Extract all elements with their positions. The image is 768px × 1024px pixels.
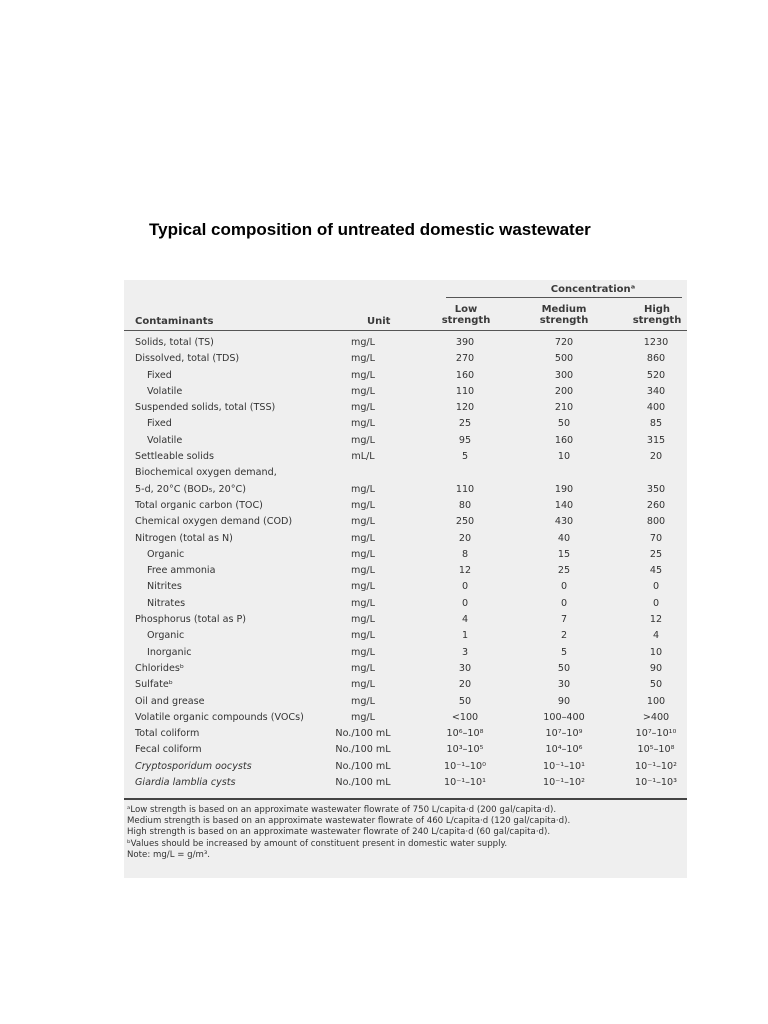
contaminant-cell: Giardia lamblia cysts	[135, 777, 236, 789]
unit-cell: No./100 mL	[335, 760, 391, 772]
high-strength-cell: 260	[646, 499, 666, 511]
contaminant-cell: Volatile	[147, 434, 183, 446]
contaminant-cell: Total coliform	[135, 728, 200, 740]
unit-cell: mg/L	[350, 337, 375, 348]
table-row	[124, 498, 687, 514]
medium-strength-cell: 2	[560, 630, 568, 642]
high-strength-cell: 10	[649, 646, 663, 658]
contaminant-cell: Oil and grease	[135, 695, 205, 707]
contaminant-cell: Organic	[147, 630, 185, 642]
contaminant-cell: Nitrogen (total as N)	[135, 532, 233, 544]
table-row	[124, 661, 687, 677]
contaminant-cell: Solids, total (TS)	[135, 337, 214, 348]
unit-cell: mg/L	[350, 418, 375, 430]
high-strength-cell: 860	[646, 353, 666, 365]
high-strength-cell: 0	[652, 581, 660, 593]
contaminant-cell: Phosphorus (total as P)	[135, 614, 247, 626]
unit-cell: mg/L	[350, 434, 375, 446]
unit-cell: No./100 mL	[335, 744, 391, 756]
high-strength-cell: 100	[646, 695, 666, 707]
high-strength-cell: 25	[649, 548, 663, 560]
table-row	[124, 579, 687, 595]
medium-strength-cell: 40	[557, 532, 571, 544]
unit-cell: mg/L	[350, 565, 375, 577]
low-strength-cell: 120	[455, 402, 475, 414]
low-strength-cell: 250	[455, 516, 475, 528]
unit-cell: mg/L	[350, 402, 375, 414]
low-strength-cell: 0	[461, 581, 469, 593]
contaminant-cell: Fixed	[147, 369, 172, 381]
medium-strength-cell: 200	[554, 385, 574, 397]
low-strength-cell: 10⁶–10⁸	[446, 728, 484, 740]
contaminant-cell: Nitrites	[147, 581, 182, 593]
table-bottom-rule	[124, 798, 687, 800]
high-strength-cell: 800	[646, 516, 666, 528]
high-strength-cell: 10⁷–10¹⁰	[635, 728, 677, 740]
low-strength-cell: 30	[458, 662, 472, 674]
table-row	[124, 726, 687, 742]
unit-cell: mL/L	[351, 451, 375, 463]
low-strength-cell: 95	[458, 434, 472, 446]
medium-strength-cell: 30	[557, 679, 571, 691]
unit-cell: mg/L	[350, 385, 375, 397]
medium-strength-cell: 140	[554, 499, 574, 511]
medium-strength-cell: 10⁻¹–10²	[543, 777, 585, 789]
medium-strength-cell: 500	[554, 353, 574, 365]
medium-strength-cell: 50	[557, 418, 571, 430]
contaminant-cell: Total organic carbon (TOC)	[135, 499, 263, 511]
contaminant-cell: Biochemical oxygen demand,	[135, 467, 277, 479]
contaminant-cell: Volatile	[147, 385, 183, 397]
low-strength-header	[421, 304, 511, 326]
high-strength-header	[612, 304, 687, 326]
low-strength-cell: 80	[458, 499, 472, 511]
low-strength-cell: 10³–10⁵	[446, 744, 484, 756]
high-strength-cell: 4	[652, 630, 660, 642]
medium-strength-cell: 10⁻¹–10¹	[543, 760, 585, 772]
unit-cell: mg/L	[350, 646, 375, 658]
table-row	[124, 596, 687, 612]
header-rule	[124, 330, 687, 331]
unit-cell: mg/L	[350, 630, 375, 642]
contaminant-cell: Free ammonia	[147, 565, 216, 577]
low-header-line1: Low	[454, 304, 478, 315]
footnote: Note: mg/L = g/m³.	[127, 849, 211, 860]
unit-cell: mg/L	[350, 499, 375, 511]
high-strength-cell: >400	[642, 711, 670, 723]
unit-cell: mg/L	[350, 711, 375, 723]
high-strength-cell: 12	[649, 614, 663, 626]
unit-cell: mg/L	[350, 662, 375, 674]
high-strength-cell: 400	[646, 402, 666, 414]
medium-strength-cell: 100–400	[543, 711, 585, 723]
low-strength-cell: 3	[461, 646, 469, 658]
low-strength-cell: 10⁻¹–10⁰	[444, 760, 486, 772]
table-row	[124, 645, 687, 661]
table-row	[124, 449, 687, 465]
medium-strength-cell: 720	[554, 337, 574, 348]
table-row	[124, 531, 687, 547]
medium-strength-cell: 10⁴–10⁶	[545, 744, 583, 756]
unit-cell: mg/L	[350, 353, 375, 365]
high-strength-cell: 10⁻¹–10³	[635, 777, 677, 789]
low-strength-cell: 25	[458, 418, 472, 430]
table-body	[124, 335, 687, 791]
page-title: Typical composition of untreated domestic wastewater	[149, 220, 591, 239]
medium-strength-cell: 430	[554, 516, 574, 528]
footnote: ᵇValues should be increased by amount of constituent present in domestic water supply.	[127, 838, 508, 849]
contaminant-cell: Suspended solids, total (TSS)	[135, 402, 276, 414]
unit-cell: mg/L	[350, 369, 375, 381]
high-strength-cell: 45	[649, 565, 663, 577]
high-strength-cell: 50	[649, 679, 663, 691]
medium-strength-cell: 0	[560, 597, 568, 609]
table-row	[124, 384, 687, 400]
high-strength-cell: 10⁻¹–10²	[635, 760, 677, 772]
table-row	[124, 514, 687, 530]
contaminant-cell: Chemical oxygen demand (COD)	[135, 516, 293, 528]
medium-strength-cell: 160	[554, 434, 574, 446]
contaminant-cell: Organic	[147, 548, 185, 560]
contaminant-cell: Volatile organic compounds (VOCs)	[135, 711, 304, 723]
contaminants-header: Contaminants	[135, 316, 214, 327]
high-header-line2: strength	[632, 315, 682, 326]
contaminant-cell: Dissolved, total (TDS)	[135, 353, 240, 365]
footnote: ᵃLow strength is based on an approximate wastewater flowrate of 750 L/capita·d (200 gal/capita·d).	[127, 805, 557, 815]
unit-cell: mg/L	[350, 581, 375, 593]
unit-cell: No./100 mL	[335, 728, 391, 740]
table-row	[124, 547, 687, 563]
high-strength-cell: 1230	[643, 337, 669, 348]
contaminant-cell: 5-d, 20°C (BOD₅, 20°C)	[135, 483, 246, 495]
medium-strength-cell: 0	[560, 581, 568, 593]
medium-strength-cell: 25	[557, 565, 571, 577]
medium-strength-cell: 190	[554, 483, 574, 495]
medium-strength-cell: 300	[554, 369, 574, 381]
medium-header-line1: Medium	[541, 304, 587, 315]
high-strength-cell: 350	[646, 483, 666, 495]
unit-cell: mg/L	[350, 679, 375, 691]
low-header-line2: strength	[441, 315, 491, 326]
low-strength-cell: 5	[461, 451, 469, 463]
low-strength-cell: 1	[461, 630, 469, 642]
table-row	[124, 433, 687, 449]
medium-strength-cell: 210	[554, 402, 574, 414]
high-strength-cell: 20	[649, 451, 663, 463]
unit-cell: mg/L	[350, 548, 375, 560]
medium-header-line2: strength	[539, 315, 589, 326]
table-row	[124, 759, 687, 775]
unit-cell: mg/L	[350, 532, 375, 544]
table-row	[124, 710, 687, 726]
low-strength-cell: 0	[461, 597, 469, 609]
unit-cell: mg/L	[350, 516, 375, 528]
high-strength-cell: 340	[646, 385, 666, 397]
medium-strength-cell: 15	[557, 548, 571, 560]
contaminant-cell: Fecal coliform	[135, 744, 202, 756]
medium-strength-header	[519, 304, 609, 326]
table-row	[124, 563, 687, 579]
medium-strength-cell: 7	[560, 614, 568, 626]
table-row	[124, 694, 687, 710]
contaminant-cell: Sulfateᵇ	[135, 679, 173, 691]
contaminant-cell: Settleable solids	[135, 451, 214, 463]
high-strength-cell: 315	[646, 434, 666, 446]
high-header-line1: High	[643, 304, 671, 315]
unit-header: Unit	[367, 316, 391, 327]
unit-cell: mg/L	[350, 695, 375, 707]
low-strength-cell: 8	[461, 548, 469, 560]
contaminant-cell: Inorganic	[147, 646, 192, 658]
low-strength-cell: 110	[455, 385, 475, 397]
contaminant-cell: Fixed	[147, 418, 172, 430]
unit-cell: mg/L	[350, 614, 375, 626]
medium-strength-cell: 10⁷–10⁹	[545, 728, 583, 740]
high-strength-cell: 85	[649, 418, 663, 430]
low-strength-cell: 390	[455, 337, 475, 348]
table-row	[124, 482, 687, 498]
footnote: Medium strength is based on an approximate wastewater flowrate of 460 L/capita·d (120 gal/capita·d).	[127, 816, 571, 827]
high-strength-cell: 10⁵–10⁸	[637, 744, 675, 756]
table-row	[124, 335, 687, 351]
table-row	[124, 612, 687, 628]
low-strength-cell: 110	[455, 483, 475, 495]
unit-cell: No./100 mL	[335, 777, 391, 789]
medium-strength-cell: 5	[560, 646, 568, 658]
table-row	[124, 400, 687, 416]
contaminant-cell: Chloridesᵇ	[135, 662, 185, 674]
low-strength-cell: 12	[458, 565, 472, 577]
high-strength-cell: 520	[646, 369, 666, 381]
footnotes	[127, 805, 570, 861]
high-strength-cell: 70	[649, 532, 663, 544]
table-row	[124, 416, 687, 432]
low-strength-cell: 4	[461, 614, 469, 626]
contaminant-cell: Nitrates	[147, 597, 186, 609]
concentration-header: Concentrationᵃ	[550, 284, 636, 295]
table-row	[124, 775, 687, 791]
low-strength-cell: 10⁻¹–10¹	[444, 777, 486, 789]
table-row	[124, 677, 687, 693]
unit-cell: mg/L	[350, 597, 375, 609]
medium-strength-cell: 10	[557, 451, 571, 463]
table-row	[124, 368, 687, 384]
low-strength-cell: 270	[455, 353, 475, 365]
high-strength-cell: 90	[649, 662, 663, 674]
concentration-rule	[446, 297, 682, 298]
medium-strength-cell: 50	[557, 662, 571, 674]
low-strength-cell: <100	[451, 711, 479, 723]
table-row	[124, 351, 687, 367]
scanned-table-image	[124, 280, 687, 878]
contaminant-cell: Cryptosporidum oocysts	[135, 760, 252, 772]
low-strength-cell: 50	[458, 695, 472, 707]
high-strength-cell: 0	[652, 597, 660, 609]
low-strength-cell: 160	[455, 369, 475, 381]
table-row	[124, 742, 687, 758]
medium-strength-cell: 90	[557, 695, 571, 707]
table-row	[124, 628, 687, 644]
unit-cell: mg/L	[350, 483, 375, 495]
footnote: High strength is based on an approximate wastewater flowrate of 240 L/capita·d (60 gal/capita·d).	[127, 827, 551, 838]
low-strength-cell: 20	[458, 679, 472, 691]
low-strength-cell: 20	[458, 532, 472, 544]
table-row	[124, 465, 687, 481]
